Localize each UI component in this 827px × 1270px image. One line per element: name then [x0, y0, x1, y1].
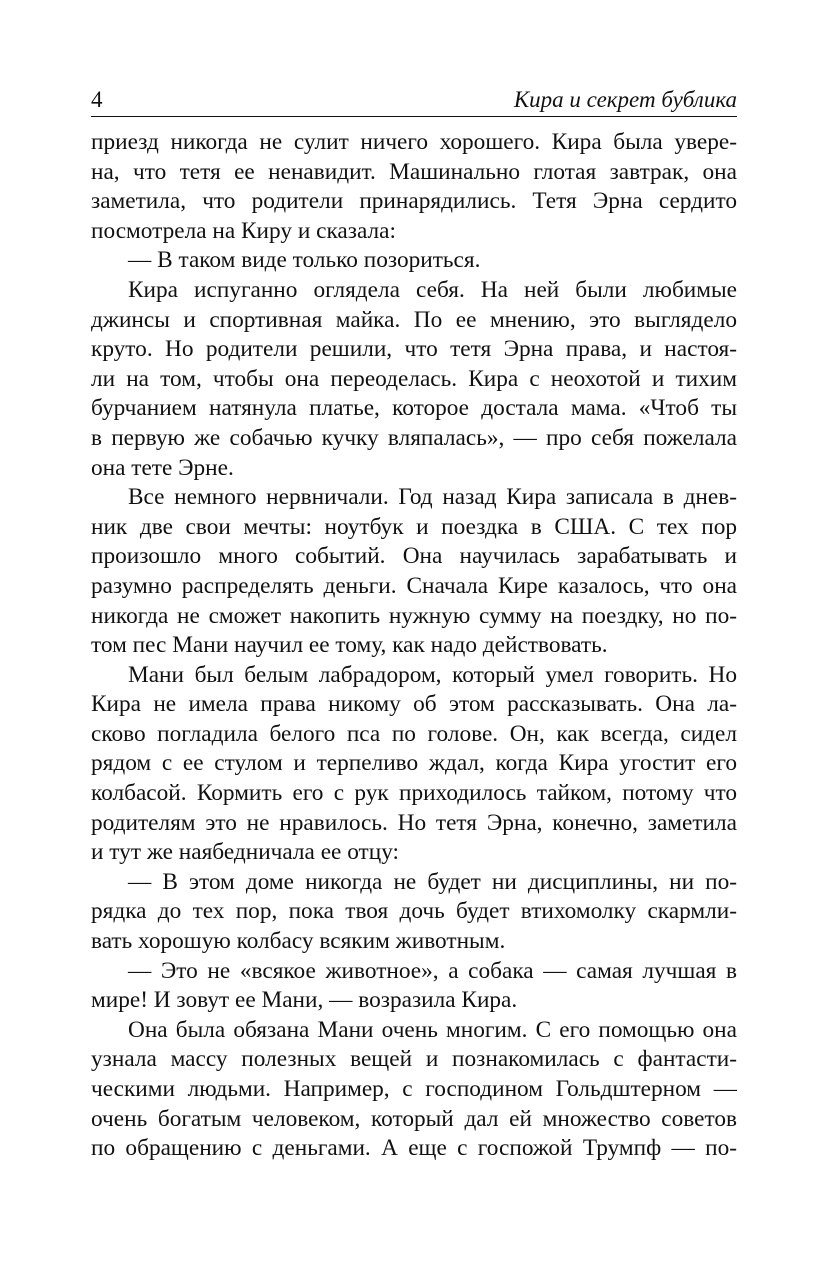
text-line: Мани был белым лабрадором, который умел говорить. Но: [128, 661, 737, 688]
text-line: она тете Эрне.: [91, 454, 234, 481]
text-line: никогда не сможет накопить нужную сумму на поездку, но по-: [91, 602, 737, 629]
running-header: [91, 86, 737, 117]
text-line: произошло много событий. Она научилась зарабатывать и: [91, 543, 737, 570]
text-line: и тут же наябедничала ее отцу:: [91, 839, 400, 866]
text-line: Она была обязана Мани очень многим. С его помощью она: [128, 1016, 737, 1043]
page-number: 4: [91, 87, 103, 112]
text-line: том пес Мани научил ее тому, как надо действовать.: [91, 632, 608, 659]
text-line: круто. Но родители решили, что тетя Эрна права, и настоя-: [91, 336, 737, 363]
text-line: приезд никогда не сулит ничего хорошего. Кира была увере-: [91, 129, 737, 155]
text-line: посмотрела на Киру и сказала:: [91, 217, 396, 244]
text-line: ли на том, чтобы она переоделась. Кира с неохотой и тихим: [91, 365, 737, 392]
text-line: рядка до тех пор, пока твоя дочь будет втихомолку скармли-: [91, 898, 737, 925]
text-line: заметила, что родители принарядились. Тетя Эрна сердито: [91, 188, 737, 215]
text-line: — В этом доме никогда не будет ни дисциплины, ни по-: [128, 868, 737, 895]
text-line: на, что тетя ее ненавидит. Машинально глотая завтрак, она: [91, 158, 737, 185]
text-line: Кира не имела права никому об этом рассказывать. Она ла-: [91, 691, 737, 718]
text-line: родителям это не нравилось. Но тетя Эрна, конечно, заметила: [91, 809, 737, 836]
text-line: по обращению с деньгами. А еще с госпожой Трумпф — по-: [91, 1135, 737, 1162]
text-line: бурчанием натянула платье, которое достала мама. «Чтоб ты: [91, 395, 737, 422]
text-line: мире! И зовут ее Мани, — возразила Кира.: [91, 987, 518, 1014]
book-title: Кира и секрет бублика: [513, 87, 737, 112]
text-line: ческими людьми. Например, с господином Гольдштерном —: [91, 1076, 737, 1102]
text-line: — Это не «всякое животное», а собака — самая лучшая в: [128, 957, 737, 984]
text-line: колбасой. Кормить его с рук приходилось тайком, потому что: [91, 780, 737, 807]
text-line: Кира испуганно оглядела себя. На ней были любимые: [128, 276, 737, 303]
text-line: узнала массу полезных вещей и познакомилась с фантасти-: [91, 1046, 737, 1073]
text-line: джинсы и спортивная майка. По ее мнению, это выглядело: [91, 306, 737, 333]
text-line: в первую же собачью кучку вляпалась», — про себя пожелала: [91, 424, 737, 451]
text-line: ник две свои мечты: ноутбук и поездка в США. С тех пор: [91, 513, 737, 540]
body-text: [91, 128, 737, 1164]
text-line: — В таком виде только позориться.: [128, 247, 481, 274]
text-line: очень богатым человеком, который дал ей множество советов: [91, 1105, 737, 1132]
text-line: рядом с ее стулом и терпеливо ждал, когда Кира угостит его: [91, 750, 737, 777]
text-line: сково погладила белого пса по голове. Он, как всегда, сидел: [91, 720, 737, 747]
text-line: Все немного нервничали. Год назад Кира записала в днев-: [128, 484, 737, 511]
text-line: разумно распределять деньги. Сначала Кире казалось, что она: [91, 572, 737, 599]
text-line: вать хорошую колбасу всяким животным.: [91, 928, 506, 955]
